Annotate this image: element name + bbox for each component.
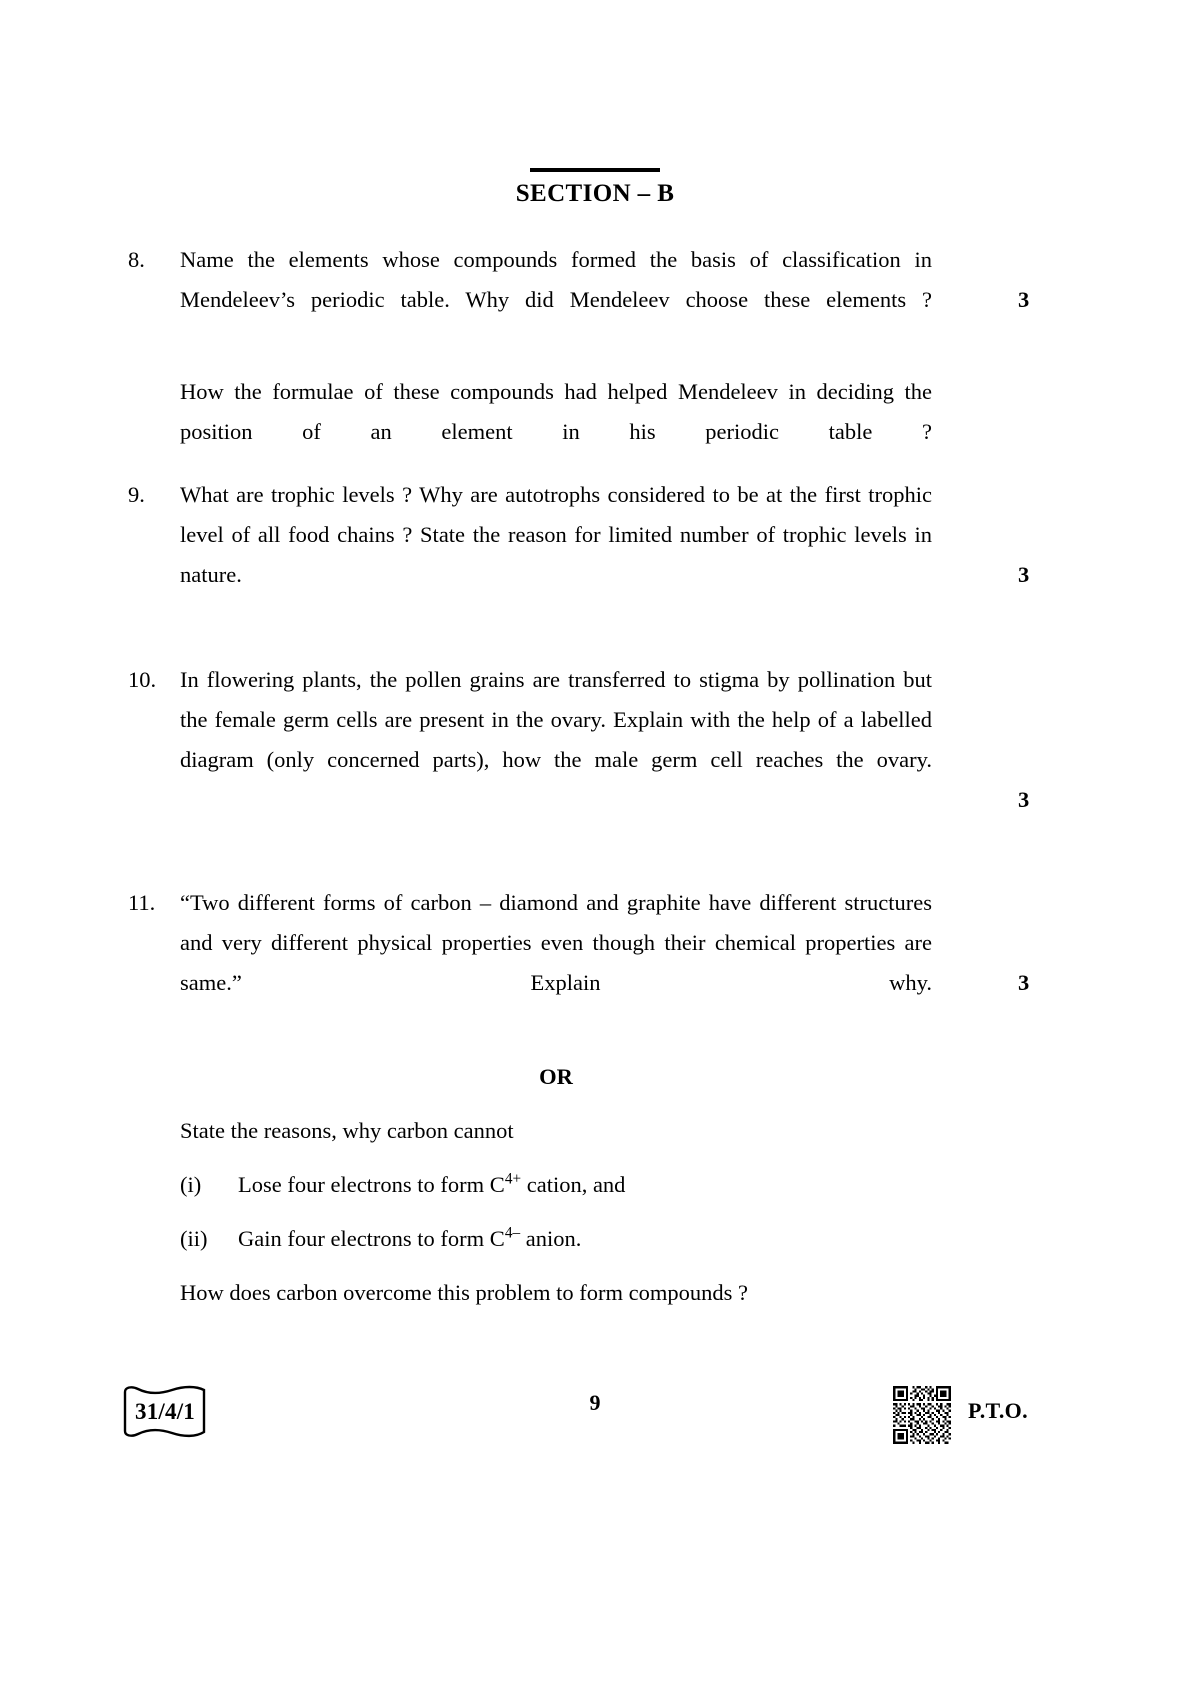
question-11-paragraph-1: “Two different forms of carbon – diamond and graphite have different structures and very different physical properties even though their chemical properties are same.” Explain why. — [180, 890, 932, 995]
alternative-item-i-text-before: Lose four electrons to form C — [238, 1172, 505, 1197]
question-8-number: 8. — [128, 247, 145, 272]
pto-label: P.T.O. — [968, 1398, 1028, 1423]
heading-rule — [530, 168, 660, 172]
alternative-item-ii-marker: (ii) — [180, 1226, 208, 1251]
section-heading-block — [0, 168, 1190, 208]
page-number: 9 — [589, 1390, 601, 1415]
question-11 — [128, 883, 1030, 1313]
question-10-number: 10. — [128, 667, 157, 692]
alternative-item-ii-text — [238, 1219, 932, 1259]
question-8 — [128, 240, 1030, 492]
question-11-marks: 3 — [1018, 970, 1030, 995]
question-9-marks: 3 — [1018, 562, 1030, 587]
alternative-item-i-superscript: 4+ — [504, 1170, 522, 1188]
alternative-item-i-text-after: cation, and — [521, 1172, 626, 1197]
alternative-closing: How does carbon overcome this problem to form compounds ? — [180, 1280, 748, 1305]
question-8-paragraph-1: Name the elements whose compounds formed the basis of classification in Mendeleev’s periodic table. Why did Mendeleev choose these elements ? — [180, 247, 932, 312]
question-10 — [128, 660, 1030, 820]
question-9-number: 9. — [128, 482, 145, 507]
question-11-number: 11. — [128, 890, 156, 915]
alternative-item-i — [180, 1165, 932, 1205]
question-10-paragraph-1: In flowering plants, the pollen grains are transferred to stigma by pollination but the female germ cells are present in the ovary. Explain with the help of a labelled diagram (only concerned parts), how the male germ cell reaches the ovary. — [180, 667, 932, 772]
question-9-paragraph-1: What are trophic levels ? Why are autotrophs considered to be at the first trophic level of all food chains ? State the reason for limited number of trophic levels in nature. — [180, 482, 932, 587]
qr-code-icon — [891, 1384, 953, 1446]
question-9 — [128, 475, 1030, 635]
alternative-stem: State the reasons, why carbon cannot — [180, 1118, 514, 1143]
paper-code-text: 31/4/1 — [135, 1399, 195, 1424]
question-10-marks: 3 — [1018, 787, 1030, 812]
question-8-marks: 3 — [1018, 287, 1030, 312]
section-title: SECTION – B — [515, 180, 675, 207]
alternative-item-ii-text-before: Gain four electrons to form C — [238, 1226, 505, 1251]
page-footer — [0, 1384, 1190, 1474]
or-label: OR — [539, 1064, 573, 1089]
question-8-paragraph-2: How the formulae of these compounds had helped Mendeleev in deciding the position of an element in his periodic table ? — [180, 379, 932, 444]
alternative-item-ii-text-after: anion. — [520, 1226, 582, 1251]
alternative-item-i-marker: (i) — [180, 1172, 202, 1197]
alternative-item-ii — [180, 1219, 932, 1259]
alternative-item-ii-superscript: 4– — [504, 1224, 521, 1242]
alternative-item-i-text — [238, 1165, 932, 1205]
